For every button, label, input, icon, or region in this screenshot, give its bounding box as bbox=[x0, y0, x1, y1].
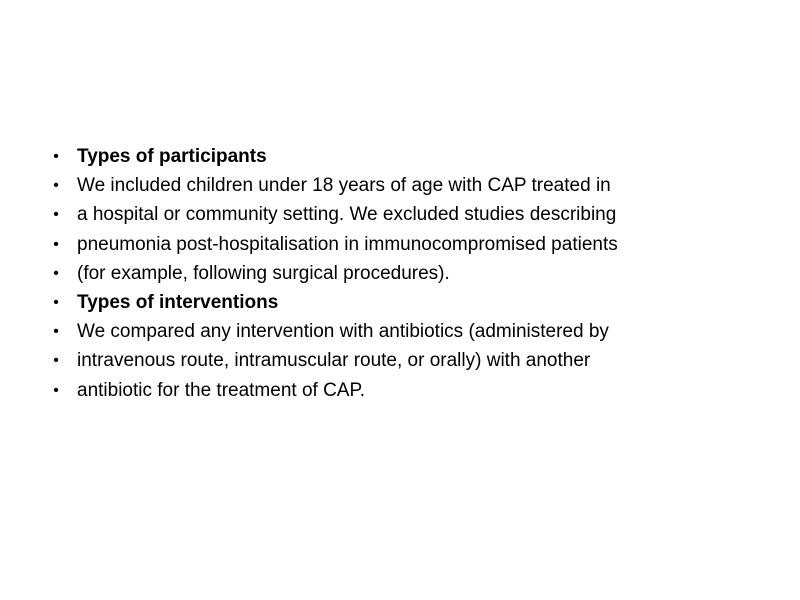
bullet-item bbox=[50, 346, 618, 375]
bullet-text: We compared any intervention with antibiotics (administered by bbox=[77, 321, 609, 343]
bullet-text: antibiotic for the treatment of CAP. bbox=[77, 379, 365, 401]
bullet-text: a hospital or community setting. We excluded studies describing bbox=[77, 204, 617, 226]
bullet-text: intravenous route, intramuscular route, or orally) with another bbox=[77, 350, 591, 372]
bullet-text: We included children under 18 years of age with CAP treated in bbox=[77, 175, 611, 197]
bullet-list bbox=[50, 142, 618, 405]
bullet-dot-icon: • bbox=[53, 381, 59, 399]
bullet-dot-icon: • bbox=[53, 293, 59, 311]
bullet-dot-icon: • bbox=[53, 264, 59, 282]
bullet-item bbox=[50, 171, 618, 200]
bullet-item bbox=[50, 376, 618, 405]
bullet-item bbox=[50, 230, 618, 259]
bullet-text: pneumonia post-hospitalisation in immunocompromised patients bbox=[77, 233, 618, 255]
bullet-text: Types of interventions bbox=[77, 291, 279, 313]
bullet-dot-icon: • bbox=[53, 323, 59, 341]
bullet-dot-icon: • bbox=[53, 148, 59, 165]
bullet-item bbox=[50, 317, 618, 346]
bullet-item bbox=[50, 259, 618, 288]
bullet-item bbox=[50, 200, 618, 229]
bullet-dot-icon: • bbox=[53, 352, 59, 370]
bullet-item-heading-participants bbox=[50, 142, 618, 171]
bullet-dot-icon: • bbox=[53, 235, 59, 253]
bullet-text: (for example, following surgical procedures). bbox=[77, 262, 450, 284]
bullet-dot-icon: • bbox=[53, 206, 59, 224]
bullet-text: Types of participants bbox=[77, 146, 267, 167]
bullet-dot-icon: • bbox=[53, 177, 59, 195]
bullet-item-heading-interventions bbox=[50, 288, 618, 317]
